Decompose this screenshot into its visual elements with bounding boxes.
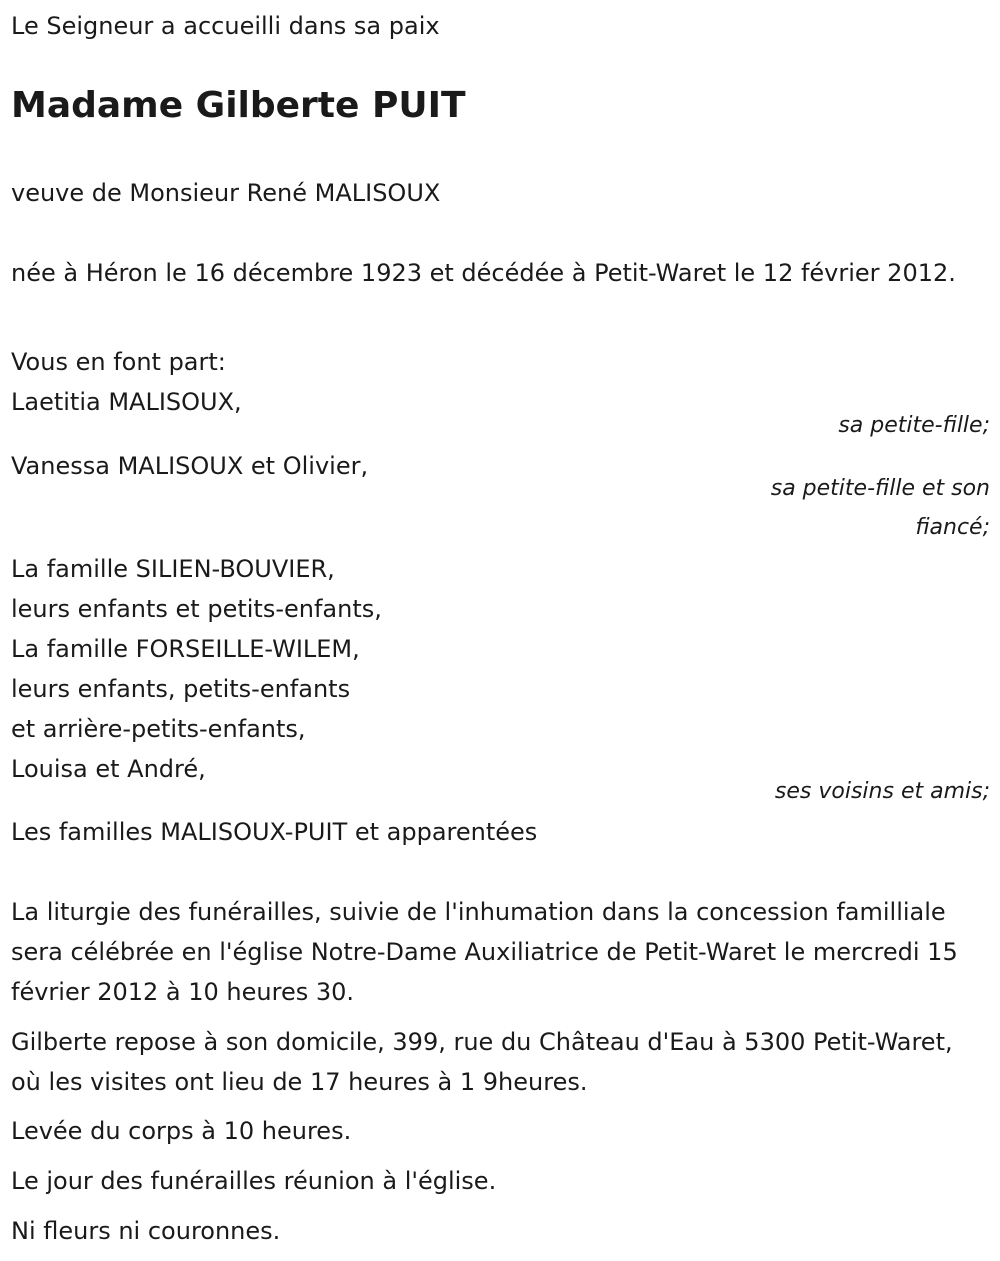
family-group-line: leurs enfants et petits-enfants, — [11, 595, 382, 623]
family-group — [11, 549, 990, 789]
family-group-line: et arrière-petits-enfants, — [11, 715, 306, 743]
liturgy-paragraph: La liturgie des funérailles, suivie de l'inhumation dans la concession familliale sera célébrée en l'église Notre-Dame Auxiliatrice de Petit-Waret le mercredi 15 février 2012 à 10 heures 30. — [11, 898, 958, 1006]
intro-line: Le Seigneur a accueilli dans sa paix — [11, 12, 440, 40]
birth-death-line: née à Héron le 16 décembre 1923 et décédée à Petit-Waret le 12 février 2012. — [11, 259, 956, 287]
relation-group: ses voisins et amis; — [774, 779, 990, 804]
announcers-heading: Vous en font part: — [11, 348, 226, 376]
family-group-line: La famille FORSEILLE-WILEM, — [11, 635, 360, 663]
deceased-name: Madame Gilberte PUIT — [11, 85, 466, 126]
related-families: Les familles MALISOUX-PUIT et apparentées — [11, 818, 538, 846]
relation-laetitia: sa petite-fille; — [838, 413, 990, 438]
family-member-vanessa: Vanessa MALISOUX et Olivier, — [11, 452, 369, 480]
flowers-line: Ni fleurs ni couronnes. — [11, 1217, 281, 1245]
departure-line: Levée du corps à 10 heures. — [11, 1117, 352, 1145]
relation-vanessa-2: fiancé; — [915, 515, 990, 540]
family-group-line: Louisa et André, — [11, 755, 206, 783]
meeting-line: Le jour des funérailles réunion à l'église. — [11, 1167, 497, 1195]
family-member-laetitia: Laetitia MALISOUX, — [11, 388, 242, 416]
family-group-line: leurs enfants, petits-enfants — [11, 675, 351, 703]
family-group-line: La famille SILIEN-BOUVIER, — [11, 555, 335, 583]
relation-vanessa-1: sa petite-fille et son — [770, 476, 990, 501]
spouse-line: veuve de Monsieur René MALISOUX — [11, 179, 441, 207]
visitation-paragraph: Gilberte repose à son domicile, 399, rue du Château d'Eau à 5300 Petit-Waret, où les visites ont lieu de 17 heures à 1 9heures. — [11, 1028, 953, 1096]
